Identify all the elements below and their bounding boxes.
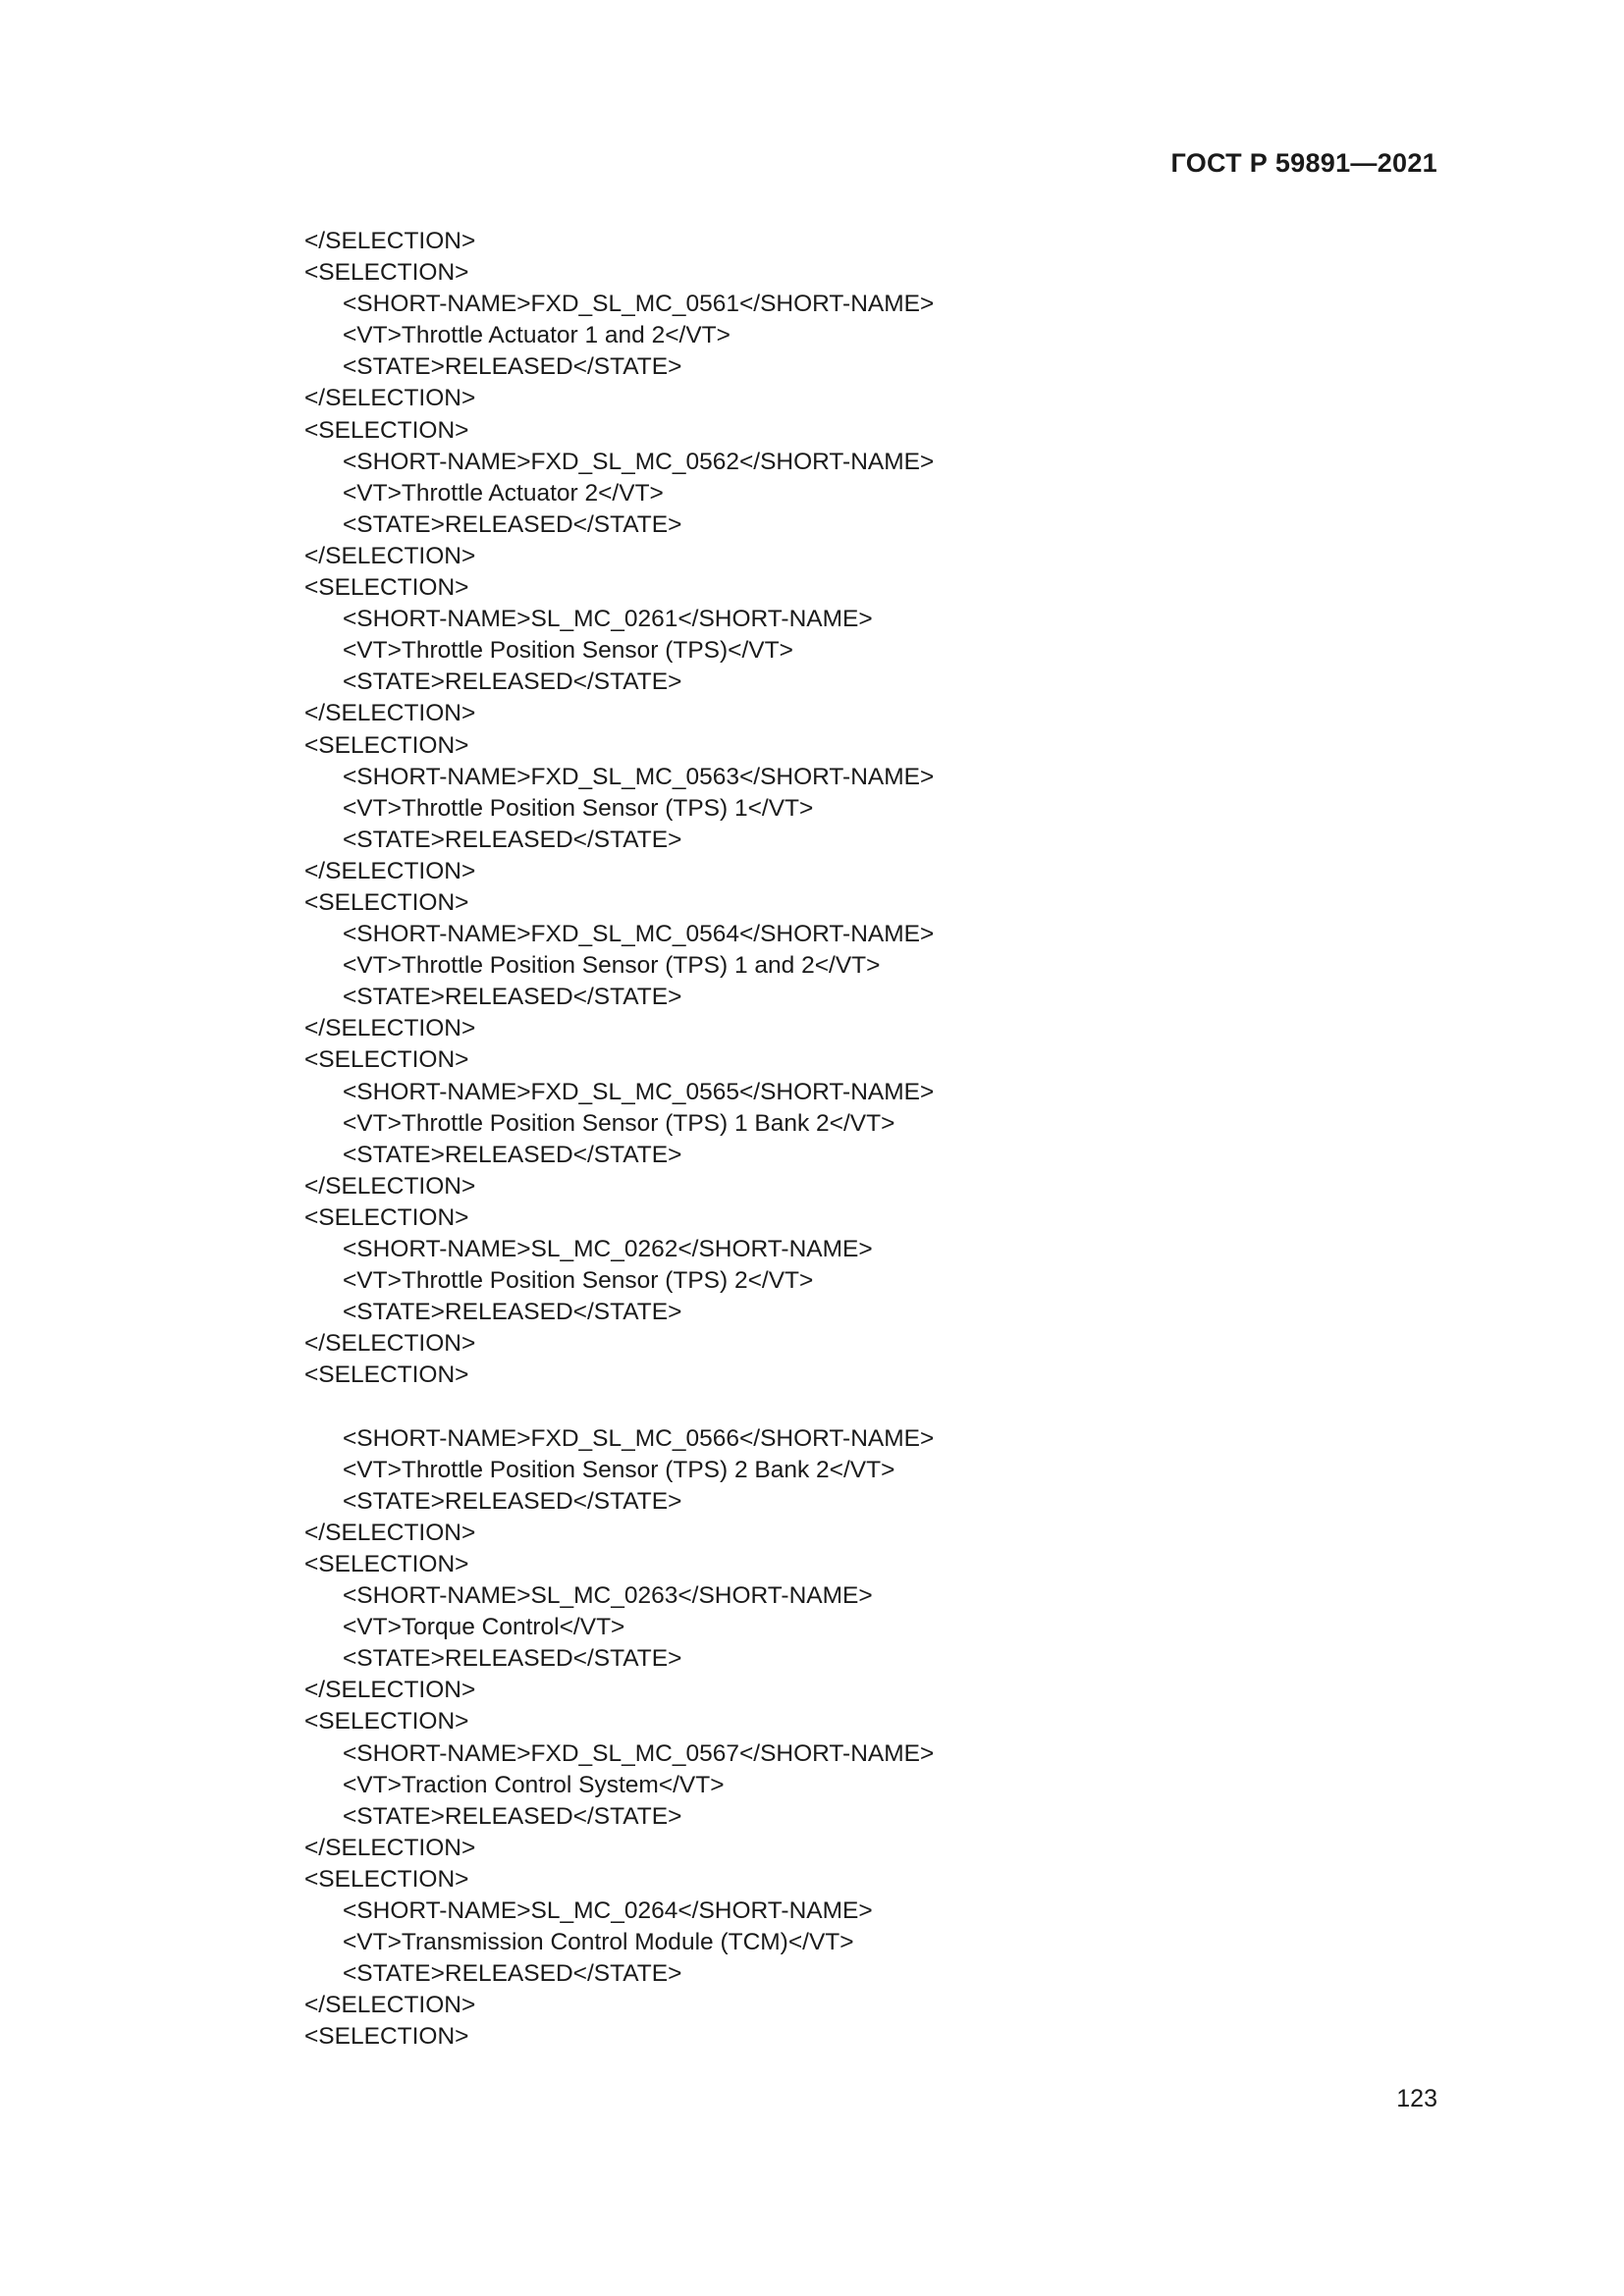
code-line: <STATE>RELEASED</STATE> xyxy=(343,984,682,1011)
code-line: </SELECTION> xyxy=(304,857,476,884)
code-line: <SHORT-NAME>SL_MC_0261</SHORT-NAME> xyxy=(343,606,873,633)
code-line: <VT>Throttle Actuator 2</VT> xyxy=(343,479,664,507)
code-line: <SHORT-NAME>FXD_SL_MC_0563</SHORT-NAME> xyxy=(343,763,935,790)
code-line: </SELECTION> xyxy=(304,1834,476,1861)
code-line: <SELECTION> xyxy=(304,259,469,287)
code-line: <SELECTION> xyxy=(304,574,469,602)
code-line: <VT>Throttle Actuator 1 and 2</VT> xyxy=(343,322,731,349)
code-line: <STATE>RELEASED</STATE> xyxy=(343,1645,682,1673)
code-line: </SELECTION> xyxy=(304,1015,476,1042)
code-line: <STATE>RELEASED</STATE> xyxy=(343,510,682,538)
code-line: <STATE>RELEASED</STATE> xyxy=(343,1299,682,1326)
code-line: </SELECTION> xyxy=(304,700,476,727)
blank-line xyxy=(304,1391,934,1422)
code-line: <VT>Throttle Position Sensor (TPS) 1 Bank 2</VT> xyxy=(343,1109,895,1137)
code-line: <SHORT-NAME>FXD_SL_MC_0564</SHORT-NAME> xyxy=(343,921,935,948)
code-line: <VT>Torque Control</VT> xyxy=(343,1614,625,1641)
code-line: <SELECTION> xyxy=(304,2023,469,2051)
code-line: <SELECTION> xyxy=(304,731,469,759)
code-line: <SELECTION> xyxy=(304,1865,469,1893)
code-line: <SELECTION> xyxy=(304,1550,469,1577)
code-line: <SHORT-NAME>SL_MC_0264</SHORT-NAME> xyxy=(343,1896,873,1924)
code-line: <SHORT-NAME>FXD_SL_MC_0562</SHORT-NAME> xyxy=(343,448,935,475)
code-line: </SELECTION> xyxy=(304,1519,476,1546)
code-line: </SELECTION> xyxy=(304,1172,476,1200)
code-line: </SELECTION> xyxy=(304,228,476,254)
code-line: </SELECTION> xyxy=(304,1330,476,1358)
code-line: <STATE>RELEASED</STATE> xyxy=(343,1960,682,1988)
code-line: </SELECTION> xyxy=(304,385,476,412)
code-line: <STATE>RELEASED</STATE> xyxy=(343,1487,682,1515)
code-line: <STATE>RELEASED</STATE> xyxy=(343,1802,682,1830)
code-line: <SELECTION> xyxy=(304,1203,469,1231)
code-line: <SHORT-NAME>SL_MC_0263</SHORT-NAME> xyxy=(343,1582,873,1610)
code-line: </SELECTION> xyxy=(304,1992,476,2019)
code-line: <VT>Transmission Control Module (TCM)</VT> xyxy=(343,1929,854,1956)
code-line: <STATE>RELEASED</STATE> xyxy=(343,1141,682,1168)
code-line: </SELECTION> xyxy=(304,1677,476,1704)
code-line: <VT>Throttle Position Sensor (TPS) 2</VT> xyxy=(343,1267,814,1295)
code-line: <SHORT-NAME>FXD_SL_MC_0565</SHORT-NAME> xyxy=(343,1078,935,1105)
code-line: <SHORT-NAME>FXD_SL_MC_0561</SHORT-NAME> xyxy=(343,291,935,318)
document-header: ГОСТ Р 59891—2021 xyxy=(1170,148,1437,178)
xml-code-listing xyxy=(304,226,934,2053)
code-line: <SELECTION> xyxy=(304,888,469,916)
code-line: <SHORT-NAME>SL_MC_0262</SHORT-NAME> xyxy=(343,1236,873,1262)
code-line: <SHORT-NAME>FXD_SL_MC_0566</SHORT-NAME> xyxy=(343,1424,935,1452)
code-line: </SELECTION> xyxy=(304,542,476,569)
code-line: <VT>Throttle Position Sensor (TPS) 1</VT> xyxy=(343,794,814,822)
code-line: <SELECTION> xyxy=(304,1708,469,1735)
code-line: <SELECTION> xyxy=(304,1362,469,1389)
code-line: <SHORT-NAME>FXD_SL_MC_0567</SHORT-NAME> xyxy=(343,1739,935,1767)
code-line: <STATE>RELEASED</STATE> xyxy=(343,826,682,853)
code-line: <VT>Traction Control System</VT> xyxy=(343,1771,725,1798)
code-line: <STATE>RELEASED</STATE> xyxy=(343,353,682,381)
code-line: <STATE>RELEASED</STATE> xyxy=(343,668,682,696)
code-line: <SELECTION> xyxy=(304,1046,469,1074)
code-line: <VT>Throttle Position Sensor (TPS) 2 Bank 2</VT> xyxy=(343,1456,895,1483)
code-line: <VT>Throttle Position Sensor (TPS)</VT> xyxy=(343,637,793,665)
code-line: <SELECTION> xyxy=(304,416,469,444)
code-line: <VT>Throttle Position Sensor (TPS) 1 and 2</VT> xyxy=(343,952,881,980)
page-number: 123 xyxy=(1396,2085,1437,2112)
